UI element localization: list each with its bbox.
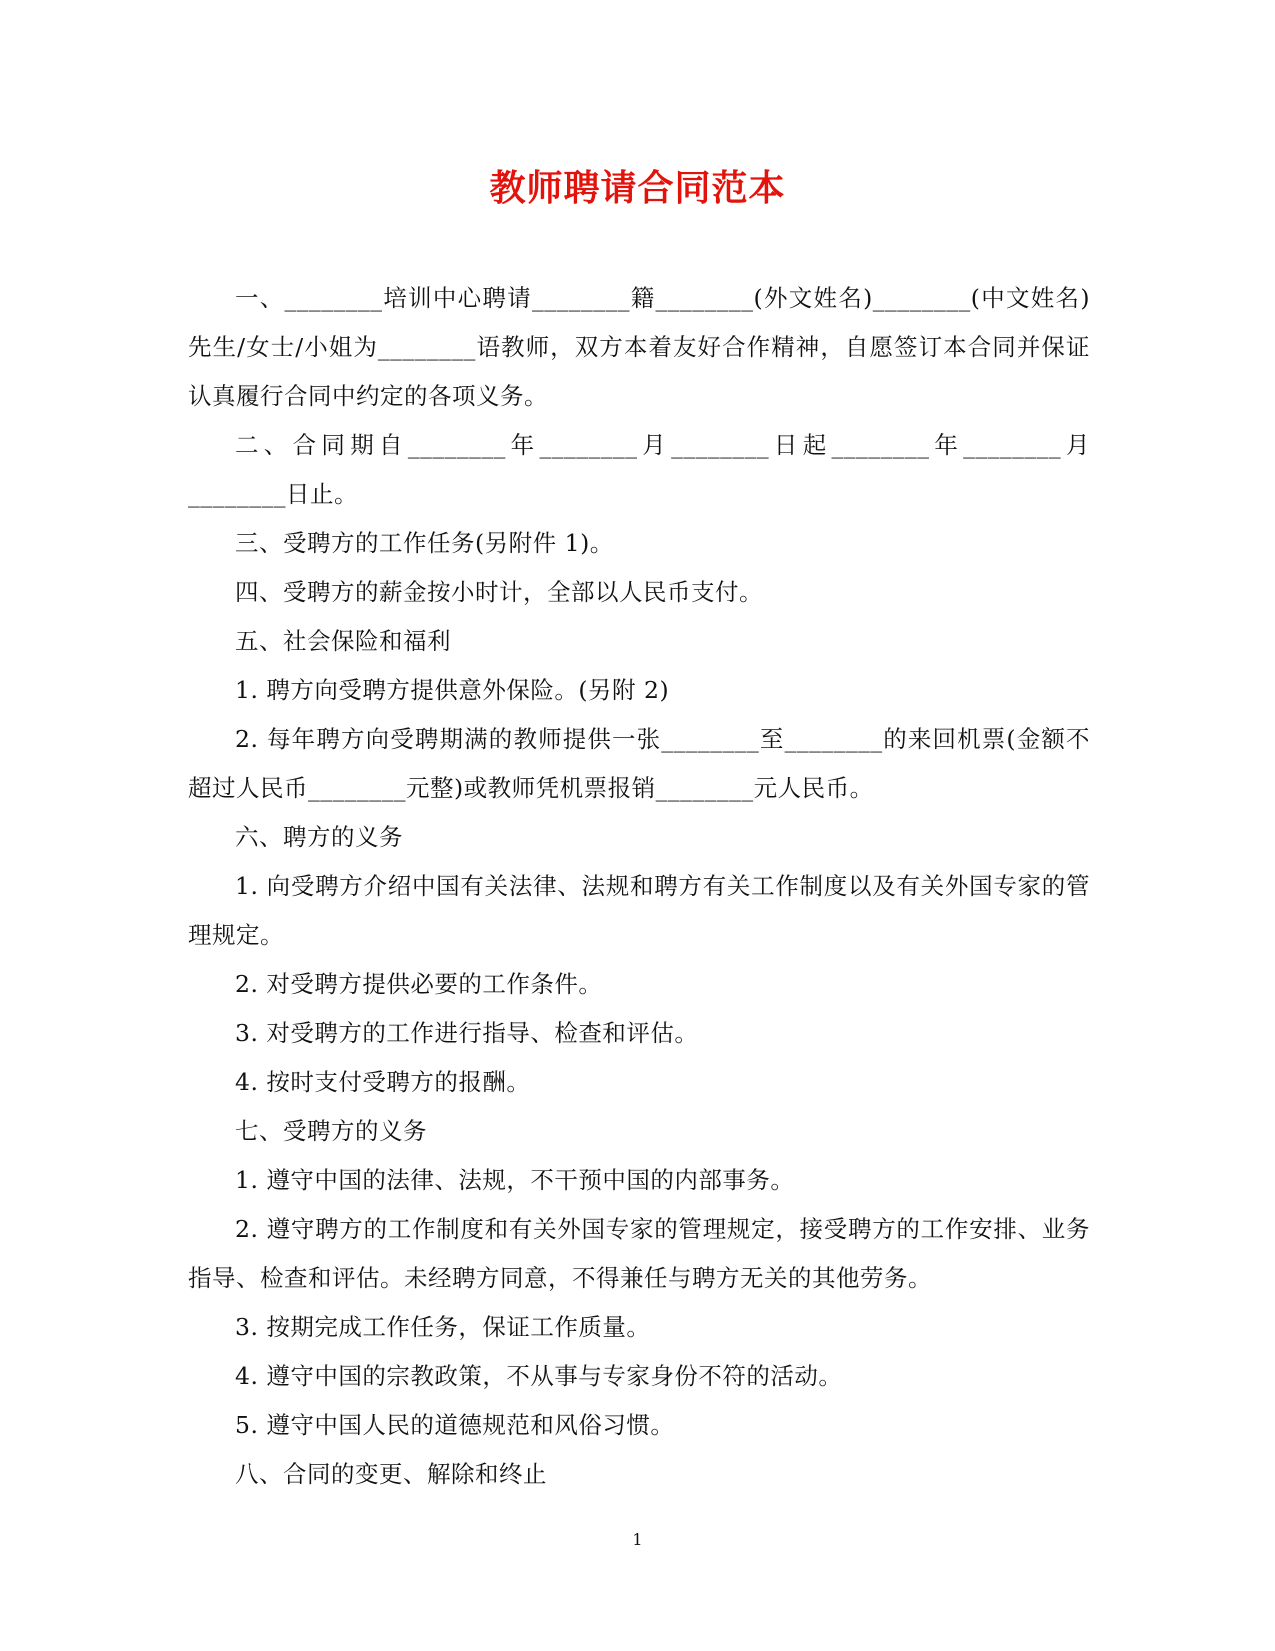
paragraph: 4. 遵守中国的宗教政策，不从事与专家身份不符的活动。 <box>235 1362 843 1390</box>
section-heading: 六、聘方的义务 <box>235 823 403 851</box>
paragraph: 5. 遵守中国人民的道德规范和风俗习惯。 <box>235 1411 675 1439</box>
paragraph: 2. 对受聘方提供必要的工作条件。 <box>235 970 603 998</box>
section-heading: 八、合同的变更、解除和终止 <box>235 1460 547 1488</box>
paragraph: 2. 每年聘方向受聘期满的教师提供一张________至________的来回机票(金额不超过人民币________元整)或教师凭机票报销________元人民币。 <box>188 725 1090 802</box>
paragraph: 3. 对受聘方的工作进行指导、检查和评估。 <box>235 1019 699 1047</box>
paragraph: 4. 按时支付受聘方的报酬。 <box>235 1068 531 1096</box>
contract-body <box>188 274 1090 1499</box>
paragraph: 四、受聘方的薪金按小时计，全部以人民币支付。 <box>235 578 763 606</box>
paragraph: 2. 遵守聘方的工作制度和有关外国专家的管理规定，接受聘方的工作安排、业务指导、检查和评估。未经聘方同意，不得兼任与聘方无关的其他劳务。 <box>188 1215 1090 1292</box>
document-title: 教师聘请合同范本 <box>489 167 786 209</box>
page-number: 1 <box>632 1530 643 1549</box>
section-heading: 七、受聘方的义务 <box>235 1117 427 1145</box>
paragraph: 3. 按期完成工作任务，保证工作质量。 <box>235 1313 651 1341</box>
paragraph: 1. 向受聘方介绍中国有关法律、法规和聘方有关工作制度以及有关外国专家的管理规定。 <box>188 872 1090 949</box>
paragraph: 1. 遵守中国的法律、法规，不干预中国的内部事务。 <box>235 1166 795 1194</box>
paragraph: 一、________培训中心聘请________籍________(外文姓名)________(中文姓名)先生/女士/小姐为________语教师，双方本着友好合作精神，自愿签订本合同并保证认真履行合同中约定的各项义务。 <box>188 284 1090 410</box>
paragraph: 二、合同期自________年________月________日起________年________月________日止。 <box>188 431 1090 508</box>
paragraph: 1. 聘方向受聘方提供意外保险。(另附 2) <box>235 676 670 704</box>
section-heading: 五、社会保险和福利 <box>235 627 451 655</box>
paragraph: 三、受聘方的工作任务(另附件 1)。 <box>235 529 614 557</box>
